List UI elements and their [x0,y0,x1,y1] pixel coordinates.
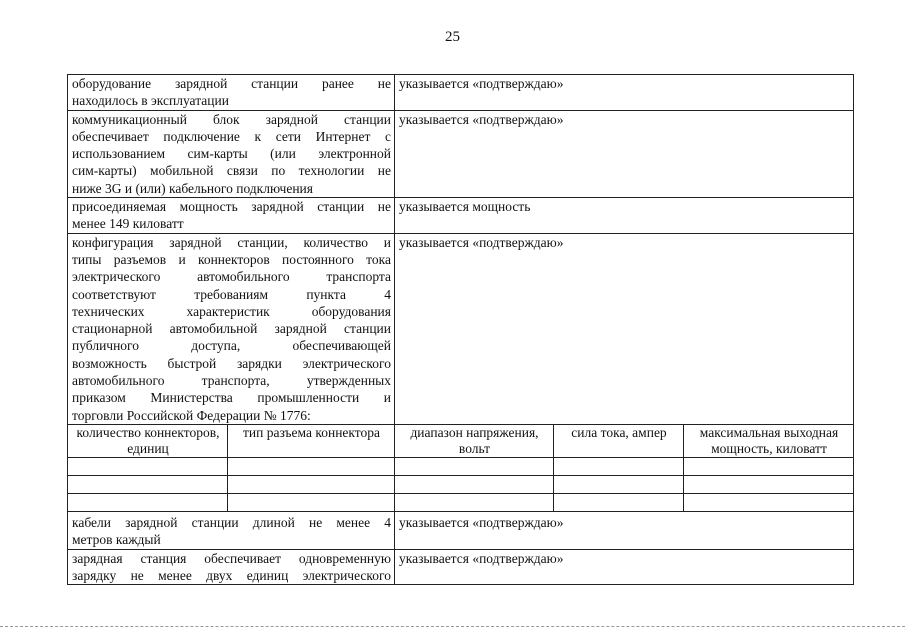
blank-cell[interactable] [684,457,854,475]
blank-cell[interactable] [68,493,228,511]
requirement-line: электрического автомобильного транспорта [72,269,391,285]
requirement-line: менее 149 киловатт [72,216,184,232]
requirement-cell [68,549,395,585]
column-header: тип разъема коннектора [228,424,395,457]
response-cell: указывается «подтверждаю» [395,511,854,549]
requirement-line: типы разъемов и коннекторов постоянного тока [72,251,391,267]
requirement-line: возможность быстрой зарядки электрического [72,355,391,371]
requirement-line: коммуникационный блок зарядной станции [72,111,391,127]
blank-cell[interactable] [228,493,395,511]
column-header: количество коннекторов, единиц [68,424,228,457]
table-row [68,549,854,585]
blank-cell[interactable] [554,493,684,511]
requirement-line: оборудование зарядной станции ранее не [72,76,391,91]
requirement-line: метров каждый [72,532,161,548]
requirement-cell [68,233,395,424]
table-row [68,511,854,549]
column-header: максимальная выходная мощность, киловатт [684,424,854,457]
requirement-line: находилось в эксплуатации [72,93,229,109]
connector-blank-row [68,493,854,511]
bottom-divider [0,626,905,627]
blank-cell[interactable] [228,475,395,493]
requirement-line: обеспечивает подключение к сети Интернет с [72,128,391,144]
requirement-line: сим-карты) мобильной связи по технологии не [72,163,391,179]
blank-cell[interactable] [68,457,228,475]
blank-cell[interactable] [68,475,228,493]
requirement-cell [68,511,395,549]
column-header: диапазон напряжения, вольт [395,424,554,457]
column-header: сила тока, ампер [554,424,684,457]
requirement-line: использованием сим-карты (или электронной [72,146,391,162]
response-cell: указывается «подтверждаю» [395,75,854,111]
blank-cell[interactable] [684,475,854,493]
requirement-line: конфигурация зарядной станции, количество и [72,234,391,250]
requirement-line: присоединяемая мощность зарядной станции не [72,199,391,215]
blank-cell[interactable] [395,493,554,511]
blank-cell[interactable] [554,457,684,475]
requirement-cell [68,198,395,234]
table-row [68,198,854,234]
response-cell: указывается «подтверждаю» [395,110,854,197]
response-cell: указывается «подтверждаю» [395,549,854,585]
table-row [68,110,854,197]
blank-cell[interactable] [554,475,684,493]
blank-cell[interactable] [684,493,854,511]
requirement-cell [68,75,395,111]
table-row [68,75,854,111]
response-cell: указывается «подтверждаю» [395,233,854,424]
requirement-line: кабели зарядной станции длиной не менее 4 [72,514,391,530]
requirement-line: приказом Министерства промышленности и [72,390,391,406]
requirement-line: ниже 3G и (или) кабельного подключения [72,180,313,196]
table-row [68,233,854,424]
requirement-line: публичного доступа, обеспечивающей [72,338,391,354]
page-number: 25 [445,29,460,45]
requirements-table [67,74,854,585]
requirement-line: торговли Российской Федерации № 1776: [72,407,311,423]
requirement-cell [68,110,395,197]
requirement-line: автомобильного транспорта, утвержденных [72,373,391,389]
requirement-line: соответствуют требованиям пункта 4 [72,286,391,302]
connector-blank-row [68,457,854,475]
response-cell: указывается мощность [395,198,854,234]
blank-cell[interactable] [228,457,395,475]
connector-header-row [68,424,854,457]
requirement-line: стационарной автомобильной зарядной станции [72,321,391,337]
blank-cell[interactable] [395,475,554,493]
requirement-line: зарядная станция обеспечивает одновременную [72,550,391,566]
requirement-line: зарядку не менее двух единиц электрического [72,567,391,583]
connector-blank-row [68,475,854,493]
requirement-line: технических характеристик оборудования [72,303,391,319]
blank-cell[interactable] [395,457,554,475]
